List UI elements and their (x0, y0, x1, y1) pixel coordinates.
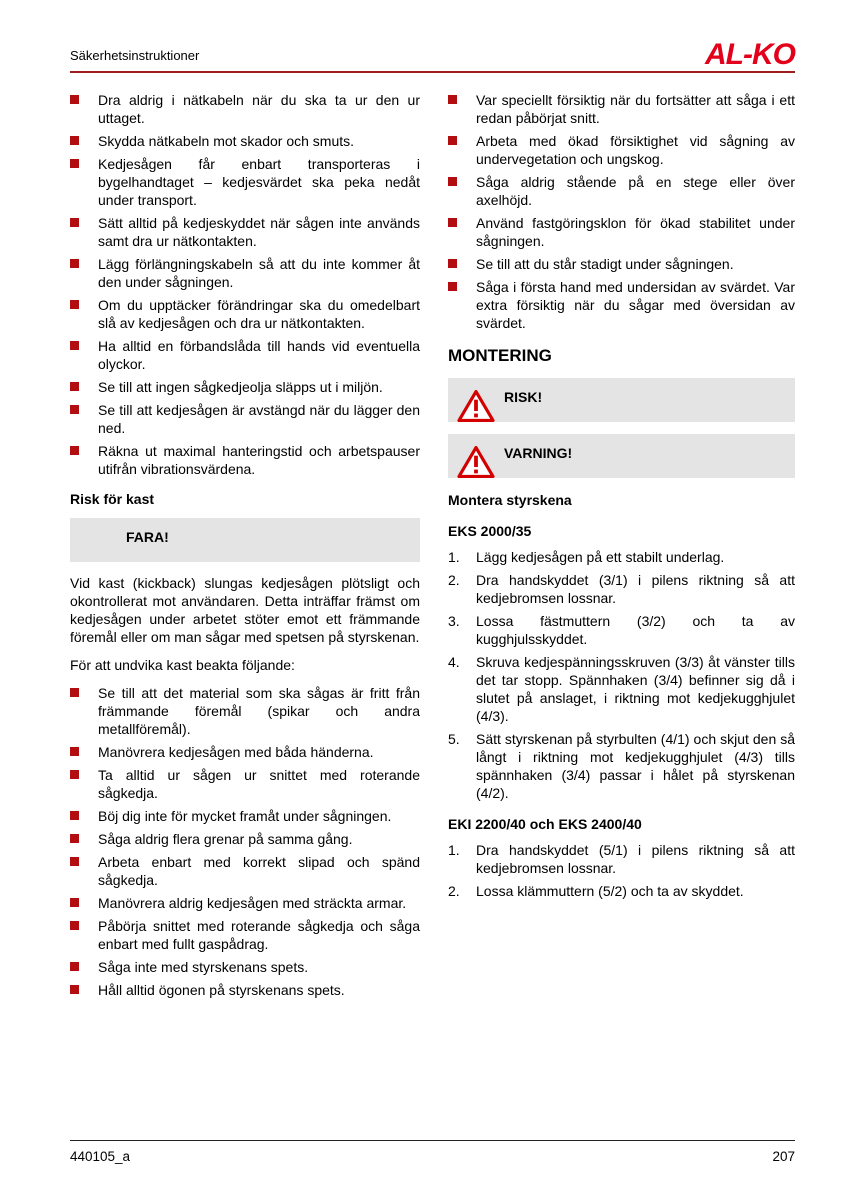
list-item-text: Böj dig inte för mycket framåt under sågningen. (98, 808, 392, 824)
safety-bullet-list-right (448, 91, 795, 332)
alko-logo: AL-KO (705, 38, 795, 71)
list-item-text: Manövrera kedjesågen med båda händerna. (98, 744, 374, 760)
risk-box-title: RISK! (504, 389, 543, 405)
heading-montera-styrskena: Montera styrskena (448, 492, 572, 508)
list-item-text: Sätt alltid på kedjeskyddet när sågen inte används samt dra ur nätkontakten. (98, 215, 420, 249)
step-number: 2. (448, 883, 460, 899)
bullet-square-icon (448, 136, 457, 145)
list-item (70, 684, 420, 738)
bullet-square-icon (70, 747, 79, 756)
bullet-square-icon (70, 159, 79, 168)
bullet-square-icon (70, 218, 79, 227)
eki-step-list (448, 841, 795, 900)
list-item (70, 401, 420, 437)
list-item-text: Skydda nätkabeln mot skador och smuts. (98, 133, 355, 149)
step-text: Lossa klämmuttern (5/2) och ta av skyddet. (476, 883, 744, 899)
list-item (70, 442, 420, 478)
step-number: 1. (448, 549, 460, 565)
list-item (70, 91, 420, 127)
bullet-square-icon (70, 300, 79, 309)
paragraph-kickback: Vid kast (kickback) slungas kedjesågen plötsligt och okontrollerat mot användaren. Detta inträffar främst om kedjesågen under arbetet stöter emot ett främmande föremål eller om man sågar med spetsen på styrskenan. (70, 575, 420, 645)
list-item-text: Se till att kedjesågen är avstängd när du lägger den ned. (98, 402, 420, 436)
bullet-square-icon (70, 95, 79, 104)
list-item (70, 296, 420, 332)
bullet-square-icon (70, 834, 79, 843)
heading-model-eks: EKS 2000/35 (448, 523, 532, 539)
list-item (70, 981, 420, 999)
fara-warning-box (70, 518, 420, 562)
list-item-text: Kedjesågen får enbart transporteras i bygelhandtaget – kedjesvärdet ska peka nedåt under transport. (98, 156, 420, 208)
avoid-kickback-bullet-list (70, 684, 420, 999)
list-item-text: Se till att du står stadigt under sågningen. (476, 256, 734, 272)
list-item (70, 743, 420, 761)
step-item (448, 612, 795, 648)
step-number: 5. (448, 731, 460, 747)
step-number: 4. (448, 654, 460, 670)
list-item (70, 807, 420, 825)
step-item (448, 882, 795, 900)
step-text: Skruva kedjespänningsskruven (3/3) åt vänster tills det tar stopp. Spännhaken (3/4) befinner sig då i slutet på anslaget, i riktning mot kedjekugghjulet (4/3). (476, 654, 795, 724)
step-text: Dra handskyddet (5/1) i pilens riktning så att kedjebromsen lossnar. (476, 842, 795, 876)
footer-page-number: 207 (772, 1149, 795, 1164)
list-item (70, 917, 420, 953)
bullet-square-icon (70, 446, 79, 455)
list-item (70, 378, 420, 396)
warning-triangle-icon (457, 445, 495, 479)
list-item-text: Arbeta enbart med korrekt slipad och spänd sågkedja. (98, 854, 420, 888)
bullet-square-icon (70, 405, 79, 414)
list-item-text: Ta alltid ur sågen ur snittet med roterande sågkedja. (98, 767, 420, 801)
list-item-text: Lägg förlängningskabeln så att du inte kommer åt den under sågningen. (98, 256, 420, 290)
list-item-text: Påbörja snittet med roterande sågkedja och såga enbart med fullt gaspådrag. (98, 918, 420, 952)
paragraph-avoid-intro: För att undvika kast beakta följande: (70, 657, 295, 673)
step-item (448, 730, 795, 802)
step-text: Dra handskyddet (3/1) i pilens riktning så att kedjebromsen lossnar. (476, 572, 795, 606)
bullet-square-icon (448, 95, 457, 104)
list-item-text: Se till att ingen sågkedjeolja släpps ut i miljön. (98, 379, 383, 395)
list-item (70, 894, 420, 912)
risk-warning-box (448, 378, 795, 422)
bullet-square-icon (70, 136, 79, 145)
step-text: Sätt styrskenan på styrbulten (4/1) och skjut den så långt i riktning mot kedjekugghjulet (4/3) tills spännhaken (3/4) passar i hålet på styrskenan (4/2). (476, 731, 795, 801)
list-item-text: Se till att det material som ska sågas är fritt från främmande föremål (spikar och andra metallföremål). (98, 685, 420, 737)
varning-box-title: VARNING! (504, 445, 573, 461)
heading-risk-for-kast: Risk för kast (70, 491, 155, 507)
bullet-square-icon (70, 770, 79, 779)
page-header (70, 38, 795, 71)
step-item (448, 841, 795, 877)
step-number: 1. (448, 842, 460, 858)
list-item (448, 214, 795, 250)
step-text: Lägg kedjesågen på ett stabilt underlag. (476, 549, 725, 565)
list-item (448, 91, 795, 127)
list-item (448, 173, 795, 209)
list-item-text: Såga i första hand med undersidan av svärdet. Var extra försiktig när du sågar med översidan av svärdet. (476, 279, 795, 331)
safety-bullet-list (70, 91, 420, 478)
list-item-text: Såga aldrig stående på en stege eller över axelhöjd. (476, 174, 795, 208)
bullet-square-icon (448, 177, 457, 186)
bullet-square-icon (70, 811, 79, 820)
bullet-square-icon (448, 259, 457, 268)
list-item-text: Manövrera aldrig kedjesågen med sträckta armar. (98, 895, 407, 911)
step-text: Lossa fästmuttern (3/2) och ta av kugghjulsskyddet. (476, 613, 795, 647)
list-item-text: Var speciellt försiktig när du fortsätter att såga i ett redan påbörjat snitt. (476, 92, 795, 126)
list-item-text: Såga inte med styrskenans spets. (98, 959, 309, 975)
heading-montering: MONTERING (448, 346, 552, 365)
bullet-square-icon (70, 382, 79, 391)
eks-step-list (448, 548, 795, 802)
list-item (448, 278, 795, 332)
bullet-square-icon (70, 857, 79, 866)
list-item-text: Ha alltid en förbandslåda till hands vid eventuella olyckor. (98, 338, 420, 372)
two-column-layout (70, 91, 795, 1004)
warning-triangle-icon (457, 389, 495, 423)
step-item (448, 548, 795, 566)
header-title: Säkerhetsinstruktioner (70, 48, 200, 63)
step-number: 2. (448, 572, 460, 588)
footer-doc-id: 440105_a (70, 1149, 131, 1164)
list-item (70, 155, 420, 209)
list-item (70, 830, 420, 848)
list-item (70, 255, 420, 291)
header-divider (70, 71, 795, 73)
list-item (70, 766, 420, 802)
list-item (448, 132, 795, 168)
list-item-text: Håll alltid ögonen på styrskenans spets. (98, 982, 345, 998)
list-item (448, 255, 795, 273)
step-number: 3. (448, 613, 460, 629)
left-column (70, 91, 420, 1004)
list-item (70, 853, 420, 889)
step-item (448, 653, 795, 725)
list-item (70, 958, 420, 976)
heading-model-eki: EKI 2200/40 och EKS 2400/40 (448, 816, 642, 832)
bullet-square-icon (70, 921, 79, 930)
bullet-square-icon (70, 259, 79, 268)
fara-box-title: FARA! (126, 529, 169, 545)
list-item (70, 337, 420, 373)
list-item-text: Använd fastgöringsklon för ökad stabilitet under sågningen. (476, 215, 795, 249)
bullet-square-icon (448, 218, 457, 227)
list-item-text: Om du upptäcker förändringar ska du omedelbart slå av kedjesågen och dra ur nätkontakten. (98, 297, 420, 331)
bullet-square-icon (448, 282, 457, 291)
list-item-text: Räkna ut maximal hanteringstid och arbetspauser utifrån vibrationsvärdena. (98, 443, 420, 477)
bullet-square-icon (70, 688, 79, 697)
list-item (70, 132, 420, 150)
bullet-square-icon (70, 341, 79, 350)
list-item-text: Arbeta med ökad försiktighet vid sågning av undervegetation och ungskog. (476, 133, 795, 167)
list-item-text: Dra aldrig i nätkabeln när du ska ta ur den ur uttaget. (98, 92, 420, 126)
bullet-square-icon (70, 962, 79, 971)
step-item (448, 571, 795, 607)
list-item (70, 214, 420, 250)
list-item-text: Såga aldrig flera grenar på samma gång. (98, 831, 353, 847)
right-column (448, 91, 795, 905)
varning-warning-box (448, 434, 795, 478)
bullet-square-icon (70, 898, 79, 907)
bullet-square-icon (70, 985, 79, 994)
page-footer (70, 1140, 795, 1166)
